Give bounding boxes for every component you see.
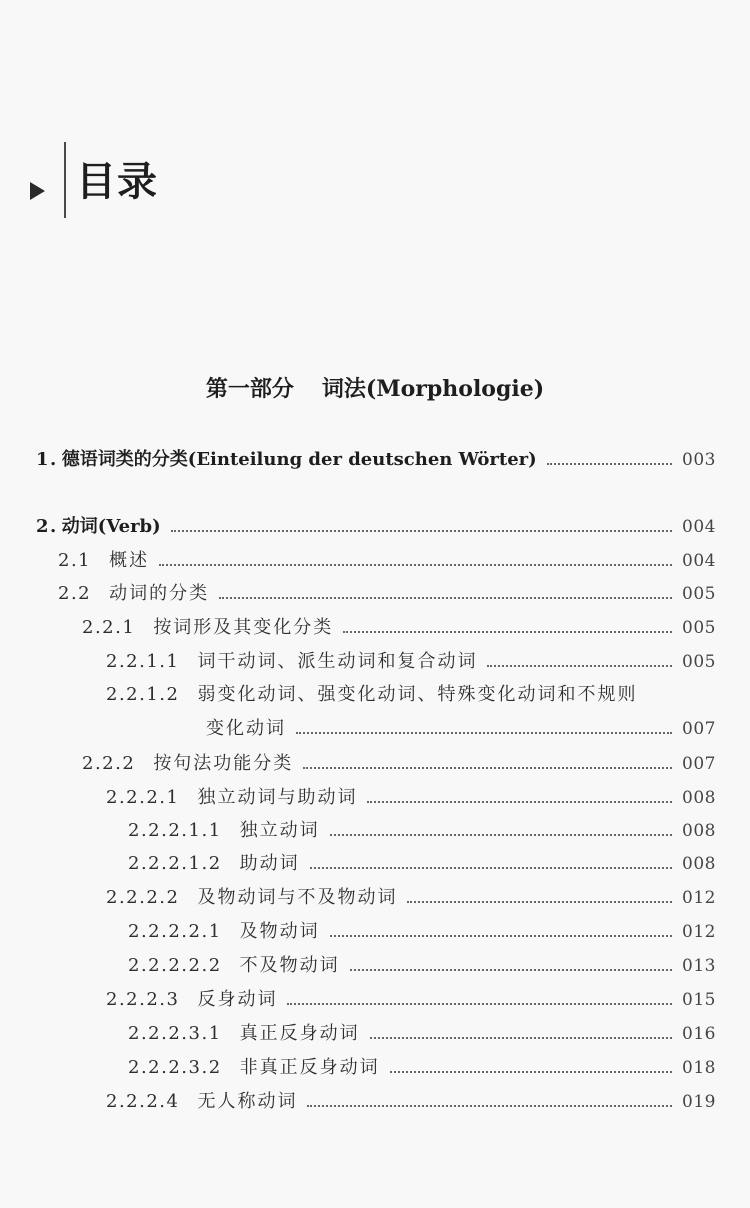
toc-entry-2-2-2-1-1[interactable] <box>128 819 716 843</box>
toc-entry-2-2-2-4[interactable] <box>106 1090 716 1114</box>
toc-entry-page: 019 <box>682 1092 716 1112</box>
toc-entry-page: 013 <box>682 956 716 976</box>
dot-leader <box>330 834 672 836</box>
toc-entry-title: 独立动词与助动词 <box>197 787 358 808</box>
dot-leader <box>367 801 672 803</box>
toc-entry-page: 012 <box>682 888 716 908</box>
toc-entry-2[interactable] <box>36 515 716 539</box>
toc-entry-number: 2.2 <box>58 583 92 604</box>
toc-entry-title: 按词形及其变化分类 <box>153 617 334 638</box>
toc-entry-page: 016 <box>682 1024 716 1044</box>
dot-leader <box>330 935 672 937</box>
toc-entry-number: 2.2.2.1 <box>106 787 180 808</box>
toc-entry-page: 007 <box>682 754 716 774</box>
triangle-arrow-icon <box>30 182 45 200</box>
toc-entry-2-2-2-1-2[interactable] <box>128 852 716 876</box>
toc-entry-title: 无人称动词 <box>197 1091 298 1112</box>
toc-entry-title: 非真正反身动词 <box>239 1057 380 1078</box>
toc-entry-2-2-1-2-line1[interactable] <box>106 683 637 707</box>
dot-leader <box>350 969 672 971</box>
toc-entry-number: 2.2.2.2 <box>106 887 180 908</box>
toc-entry-title: 概述 <box>109 550 150 571</box>
part-heading <box>0 372 750 403</box>
dot-leader <box>171 530 672 532</box>
toc-entry-number: 2.2.1 <box>82 617 136 638</box>
header-divider <box>64 142 66 218</box>
toc-entry-page: 012 <box>682 922 716 942</box>
part-subtitle: 词法(Morphologie) <box>321 376 545 402</box>
toc-entry-2-2-1-2[interactable] <box>206 717 716 741</box>
dot-leader <box>407 901 672 903</box>
toc-entry-number: 2.2.2.2.1 <box>128 921 222 942</box>
toc-entry-title: 反身动词 <box>197 989 278 1010</box>
dot-leader <box>307 1105 672 1107</box>
dot-leader <box>390 1071 672 1073</box>
toc-entry-2-2-2-2[interactable] <box>106 886 716 910</box>
toc-entry-title: 按句法功能分类 <box>153 753 294 774</box>
toc-entry-number: 2.2.2.4 <box>106 1091 180 1112</box>
dot-leader <box>159 564 672 566</box>
dot-leader <box>370 1037 672 1039</box>
toc-entry-number: 2.2.2.2.2 <box>128 955 222 976</box>
toc-entry-title: 及物动词与不及物动词 <box>197 887 398 908</box>
toc-entry-page: 008 <box>682 821 716 841</box>
dot-leader <box>547 463 672 465</box>
toc-entry-2-2-1[interactable] <box>82 616 716 640</box>
toc-entry-page: 005 <box>682 652 716 672</box>
part-title: 第一部分 <box>205 376 294 402</box>
dot-leader <box>303 767 672 769</box>
toc-entry-2-2-2-1[interactable] <box>106 786 716 810</box>
toc-entry-number: 2.2.2.1.2 <box>128 853 222 874</box>
toc-entry-page: 003 <box>682 450 716 470</box>
toc-entry-title: 不及物动词 <box>239 955 340 976</box>
toc-entry-2-2-2-2-1[interactable] <box>128 920 716 944</box>
toc-entry-2-2-2[interactable] <box>82 752 716 776</box>
toc-entry-number: 2. <box>36 516 58 537</box>
page-header <box>30 140 330 230</box>
toc-entry-number: 2.2.2 <box>82 753 136 774</box>
toc-entry-title: 词干动词、派生动词和复合动词 <box>197 651 478 672</box>
toc-entry-number: 1. <box>36 449 58 470</box>
toc-entry-2-1[interactable] <box>58 549 716 573</box>
toc-entry-2-2-2-3[interactable] <box>106 988 716 1012</box>
toc-entry-page: 004 <box>682 551 716 571</box>
toc-entry-title: 动词(Verb) <box>61 516 161 537</box>
toc-entry-number: 2.2.2.3.2 <box>128 1057 222 1078</box>
dot-leader <box>219 597 672 599</box>
toc-entry-number: 2.2.1.1 <box>106 651 180 672</box>
toc-entry-title: 真正反身动词 <box>239 1023 360 1044</box>
toc-entry-title-line1: 弱变化动词、强变化动词、特殊变化动词和不规则 <box>197 684 638 705</box>
toc-entry-page: 004 <box>682 517 716 537</box>
toc-entry-page: 008 <box>682 854 716 874</box>
toc-entry-2-2[interactable] <box>58 582 716 606</box>
toc-entry-page: 008 <box>682 788 716 808</box>
toc-entry-number: 2.2.2.3 <box>106 989 180 1010</box>
toc-entry-number: 2.1 <box>58 550 92 571</box>
dot-leader <box>343 631 672 633</box>
toc-entry-number: 2.2.1.2 <box>106 684 180 705</box>
toc-entry-page: 018 <box>682 1058 716 1078</box>
dot-leader <box>296 732 672 734</box>
dot-leader <box>287 1003 672 1005</box>
toc-entry-title: 动词的分类 <box>109 583 210 604</box>
toc-entry-2-2-2-3-2[interactable] <box>128 1056 716 1080</box>
toc-entry-page: 007 <box>682 719 716 739</box>
toc-entry-2-2-2-2-2[interactable] <box>128 954 716 978</box>
toc-entry-2-2-1-1[interactable] <box>106 650 716 674</box>
toc-entry-number: 2.2.2.3.1 <box>128 1023 222 1044</box>
dot-leader <box>487 665 672 667</box>
toc-entry-page: 005 <box>682 584 716 604</box>
toc-entry-title: 及物动词 <box>239 921 320 942</box>
toc-entry-2-2-2-3-1[interactable] <box>128 1022 716 1046</box>
dot-leader <box>310 867 672 869</box>
toc-entry-title: 德语词类的分类(Einteilung der deutschen Wörter) <box>61 449 537 470</box>
toc-entry-page: 015 <box>682 990 716 1010</box>
toc-entry-title: 变化动词 <box>206 718 286 739</box>
toc-entry-number: 2.2.2.1.1 <box>128 820 222 841</box>
toc-entry-1[interactable] <box>36 448 716 472</box>
page-title: 目录 <box>76 159 158 205</box>
toc-entry-title: 助动词 <box>239 853 300 874</box>
toc-entry-page: 005 <box>682 618 716 638</box>
toc-entry-title: 独立动词 <box>239 820 320 841</box>
